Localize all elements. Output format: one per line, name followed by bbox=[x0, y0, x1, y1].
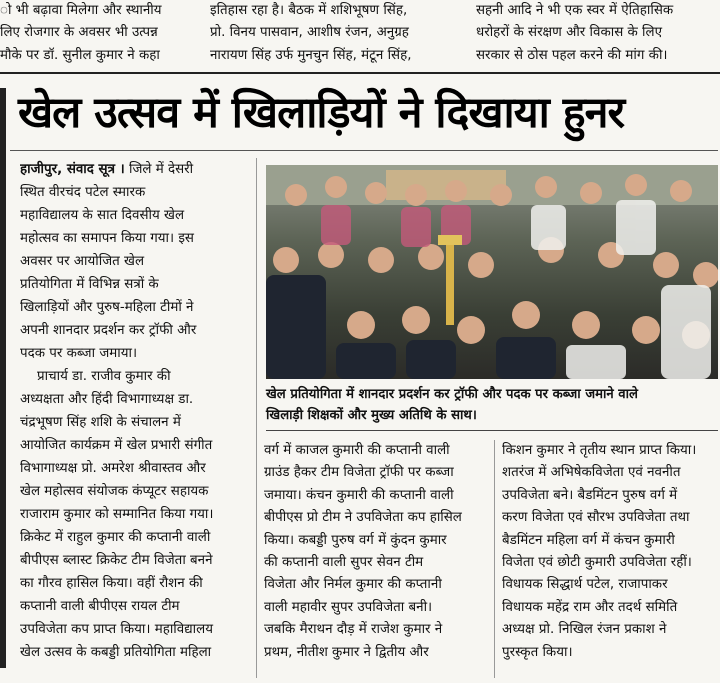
headline-underline bbox=[10, 150, 718, 151]
text-line: की कप्तानी वाली सुपर सेवन टीम bbox=[264, 555, 424, 571]
text-line: खेल उत्सव के कबड्डी प्रतियोगिता महिला bbox=[20, 645, 212, 660]
column-separator bbox=[494, 440, 495, 678]
top-column-2 bbox=[210, 0, 460, 67]
text-fragment: जिले में देसरी bbox=[129, 162, 194, 177]
text-line: उपविजेता बने। बैडमिंटन पुरुष वर्ग में bbox=[502, 487, 678, 503]
text-line: करण विजेता एवं सौरभ उपविजेता तथा bbox=[502, 510, 690, 526]
top-column-1 bbox=[0, 0, 200, 67]
text-line: जबकि मैराथन दौड़ में राजेश कुमार ने bbox=[264, 622, 443, 638]
text-line: खेल महोत्सव संयोजक कंप्यूटर सहायक bbox=[20, 484, 209, 499]
text-line: विजेता एवं छोटी कुमारी उपविजेता रहीं। bbox=[502, 555, 692, 571]
text-line: लिए रोजगार के अवसर भी उत्पन्न bbox=[0, 25, 158, 41]
text-line: विभागाध्यक्ष प्रो. अमरेश श्रीवास्तव और bbox=[20, 461, 206, 476]
photo-caption bbox=[266, 384, 718, 426]
text-line: अध्यक्ष प्रो. निखिल रंजन प्रकाश ने bbox=[502, 622, 667, 638]
text-line: अध्यक्षता और हिंदी विभागाध्यक्ष डा. bbox=[20, 392, 194, 407]
body-column-right bbox=[502, 440, 718, 664]
text-line: नारायण सिंह उर्फ मुनचुन सिंह, मंटून सिंह, bbox=[210, 47, 412, 63]
dateline: हाजीपुर, संवाद सूत्र । bbox=[20, 162, 125, 177]
body-column-middle bbox=[264, 440, 489, 664]
text-line: जमाया। कंचन कुमारी की कप्तानी वाली bbox=[264, 487, 454, 503]
text-line: प्रो. विनय पासवान, आशीष रंजन, अनुग्रह bbox=[210, 25, 409, 41]
text-line: विजेता और निर्मल कुमार की कप्तानी bbox=[264, 577, 442, 593]
text-line: बीपीएस ब्लास्ट क्रिकेट टीम विजेता बनने bbox=[20, 553, 213, 568]
text-line: चंद्रभूषण सिंह शशि के संचालन में bbox=[20, 415, 181, 430]
text-line: वर्ग में काजल कुमारी की कप्तानी वाली bbox=[264, 443, 450, 458]
text-line: क्रिकेट में राहुल कुमार की कप्तानी वाली bbox=[20, 530, 211, 545]
text-line: अवसर पर आयोजित खेल bbox=[20, 254, 145, 269]
headline: खेल उत्सव में खिलाड़ियों ने दिखाया हुनर bbox=[18, 88, 625, 138]
caption-line: खेल प्रतियोगिता में शानदार प्रदर्शन कर ट्रॉफी और पदक पर कब्जा जमाने वाले bbox=[266, 387, 639, 402]
text-line: मौके पर डॉ. सुनील कुमार ने कहा bbox=[0, 47, 160, 63]
body-column-left bbox=[20, 158, 245, 664]
text-line: राजाराम कुमार को सम्मानित किया गया। bbox=[20, 507, 214, 522]
text-line: का गौरव हासिल किया। वहीं रौशन की bbox=[20, 576, 203, 591]
caption-divider bbox=[266, 430, 718, 431]
text-line bbox=[20, 158, 245, 181]
text-line: बैडमिंटन महिला वर्ग में कंचन कुमारी bbox=[502, 532, 675, 548]
column-separator bbox=[256, 158, 257, 678]
text-line: सरकार से ठोस पहल करने की मांग की। bbox=[476, 47, 668, 63]
text-line: इतिहास रहा है। बैठक में शशिभूषण सिंह, bbox=[210, 3, 408, 18]
text-line: महाविद्यालय के सात दिवसीय खेल bbox=[20, 208, 185, 223]
text-line: प्राचार्य डा. राजीव कुमार की bbox=[20, 369, 171, 384]
text-line: सहनी आदि ने भी एक स्वर में ऐतिहासिक bbox=[476, 3, 674, 18]
text-line: धरोहरों के संरक्षण और विकास के लिए bbox=[476, 25, 662, 41]
text-line: कप्तानी वाली बीपीएस रायल टीम bbox=[20, 599, 180, 614]
text-line: वाली महावीर सुपर उपविजेता बनी। bbox=[264, 599, 433, 615]
text-line: महोत्सव का समापन किया गया। इस bbox=[20, 231, 194, 246]
caption-line: खिलाड़ी शिक्षकों और मुख्य अतिथि के साथ। bbox=[266, 408, 477, 423]
text-line: किया। कबड्डी पुरुष वर्ग में कुंदन कुमार bbox=[264, 532, 447, 548]
text-line: ग्राउंड हैकर टीम विजेता ट्रॉफी पर कब्जा bbox=[264, 465, 454, 481]
text-line: बीपीएस प्रो टीम ने उपविजेता कप हासिल bbox=[264, 510, 462, 526]
text-line: पदक पर कब्जा जमाया। bbox=[20, 346, 138, 361]
text-line: प्रतियोगिता में विभिन्न सत्रों के bbox=[20, 277, 159, 292]
left-margin-bar bbox=[0, 88, 6, 668]
text-line: ो भी बढ़ावा मिलेगा और स्थानीय bbox=[0, 3, 162, 18]
text-line: उपविजेता कप प्राप्त किया। महाविद्यालय bbox=[20, 622, 213, 637]
text-line: पुरस्कृत किया। bbox=[502, 644, 573, 660]
text-line: विधायक महेंद्र राम और तदर्थ समिति bbox=[502, 599, 678, 615]
text-line: स्थित वीरचंद पटेल स्मारक bbox=[20, 185, 146, 200]
text-line: किशन कुमार ने तृतीय स्थान प्राप्त किया। bbox=[502, 443, 697, 458]
top-divider bbox=[0, 72, 720, 74]
text-line: प्रथम, नीतीश कुमार ने द्वितीय और bbox=[264, 644, 429, 660]
text-line: आयोजित कार्यक्रम में खेल प्रभारी संगीत bbox=[20, 438, 213, 453]
group-photo-image bbox=[266, 165, 718, 379]
text-line: अपनी शानदार प्रदर्शन कर ट्रॉफी और bbox=[20, 323, 197, 338]
text-line: विधायक सिद्धार्थ पटेल, राजापाकर bbox=[502, 577, 668, 593]
top-column-3 bbox=[476, 0, 720, 67]
news-photo bbox=[266, 165, 718, 379]
text-line: शतरंज में अभिषेकविजेता एवं नवनीत bbox=[502, 465, 681, 481]
text-line: खिलाड़ियों और पुरुष-महिला टीमों ने bbox=[20, 300, 194, 315]
